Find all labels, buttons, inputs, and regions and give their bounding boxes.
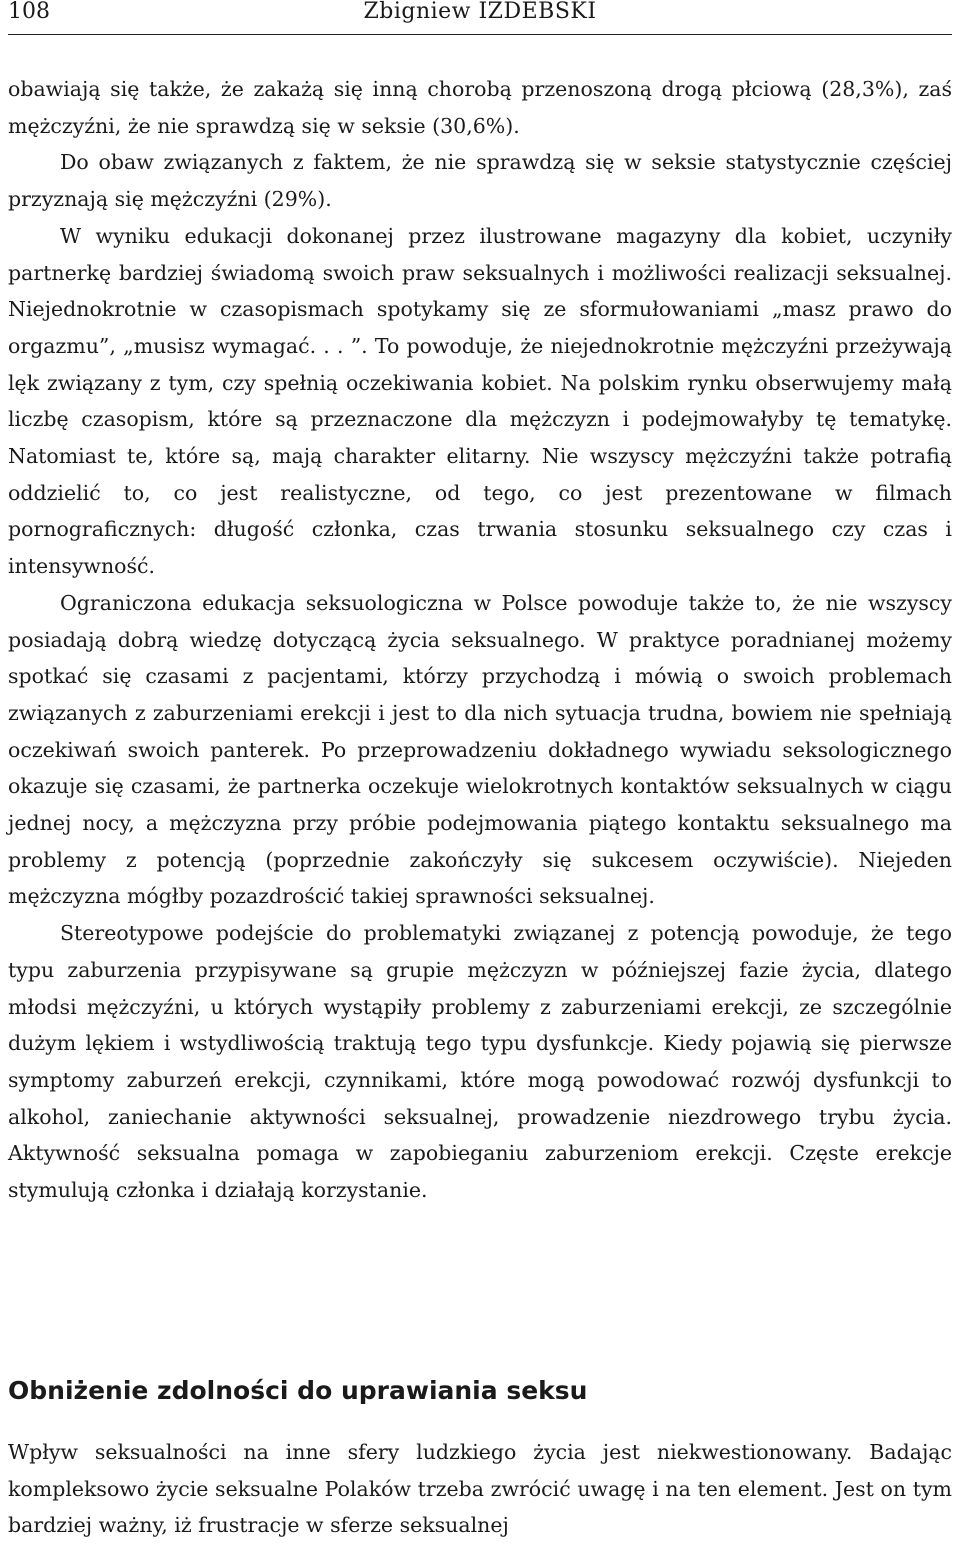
paragraph: W wyniku edukacji dokonanej przez ilustrowane magazyny dla kobiet, uczyniły partnerkę bardziej świadomą swoich praw seksualnych i możliwości realizacji seksualnej. Niejednokrotnie w czasopismach spotykamy się ze sformułowaniami „masz prawo do orgazmu”, „musisz wymagać. . . ”. To powoduje, że niejednokrotnie mężczyźni przeżywają lęk związany z tym, czy spełnią oczekiwania kobiet. Na polskim rynku obserwujemy małą liczbę czasopism, które są przeznaczone dla mężczyzn i podejmowałyby tę tematykę. Natomiast te, które są, mają charakter elitarny. Nie wszyscy mężczyźni także potrafią oddzielić to, co jest realistyczne, od tego, co jest prezentowane w filmach pornograficznych: długość członka, czas trwania stosunku seksualnego czy czas i intensywność. <box>8 223 952 579</box>
paragraph: Do obaw związanych z faktem, że nie sprawdzą się w seksie statystycznie częściej przyznają się mężczyźni (29%). <box>8 150 952 212</box>
running-head <box>8 0 952 35</box>
paragraph: Ograniczona edukacja seksuologiczna w Polsce powoduje także to, że nie wszyscy posiadają dobrą wiedzę dotyczącą życia seksualnego. W praktyce poradnianej możemy spotkać się czasami z pacjentami, którzy przychodzą i mówią o swoich problemach związanych z zaburzeniami erekcji i jest to dla nich sytuacja trudna, bowiem nie spełniają oczekiwań swoich panterek. Po przeprowadzeniu dokładnego wywiadu seksologicznego okazuje się czasami, że partnerka oczekuje wielokrotnych kontaktów seksualnych w ciągu jednej nocy, a mężczyzna przy próbie podejmowania piątego kontaktu seksualnego ma problemy z potencją (poprzednie zakończyły się sukcesem oczywiście). Niejeden mężczyzna mógłby pozazdrościć takiej sprawności seksualnej. <box>8 590 952 909</box>
section-heading: Obniżenie zdolności do uprawiania seksu <box>8 1376 588 1405</box>
body-text <box>8 71 952 1209</box>
running-head-author: Zbigniew IZDEBSKI <box>363 0 597 24</box>
section-paragraph: Wpływ seksualności na inne sfery ludzkiego życia jest niekwestionowany. Badając kompleksowo życie seksualne Polaków trzeba zwrócić uwagę i na ten element. Jest on tym bardziej ważny, iż frustracje w sferze seksualnej <box>8 1440 952 1538</box>
paragraph: obawiają się także, że zakażą się inną chorobą przenoszoną drogą płciową (28,3%), zaś mężczyźni, że nie sprawdzą się w seksie (30,6%). <box>8 77 952 138</box>
page-number: 108 <box>8 0 50 24</box>
paragraph: Stereotypowe podejście do problematyki związanej z potencją powoduje, że tego typu zaburzenia przypisywane są grupie mężczyzn w późniejszej fazie życia, dlatego młodsi mężczyźni, u których wystąpiły problemy z zaburzeniami erekcji, ze szczególnie dużym lękiem i wstydliwością traktują tego typu dysfunkcje. Kiedy pojawią się pierwsze symptomy zaburzeń erekcji, czynnikami, które mogą powodować rozwój dysfunkcji to alkohol, zaniechanie aktywności seksualnej, prowadzenie niezdrowego trybu życia. Aktywność seksualna pomaga w zapobieganiu zaburzeniom erekcji. Częste erekcje stymulują członka i działają korzystanie. <box>8 921 952 1203</box>
